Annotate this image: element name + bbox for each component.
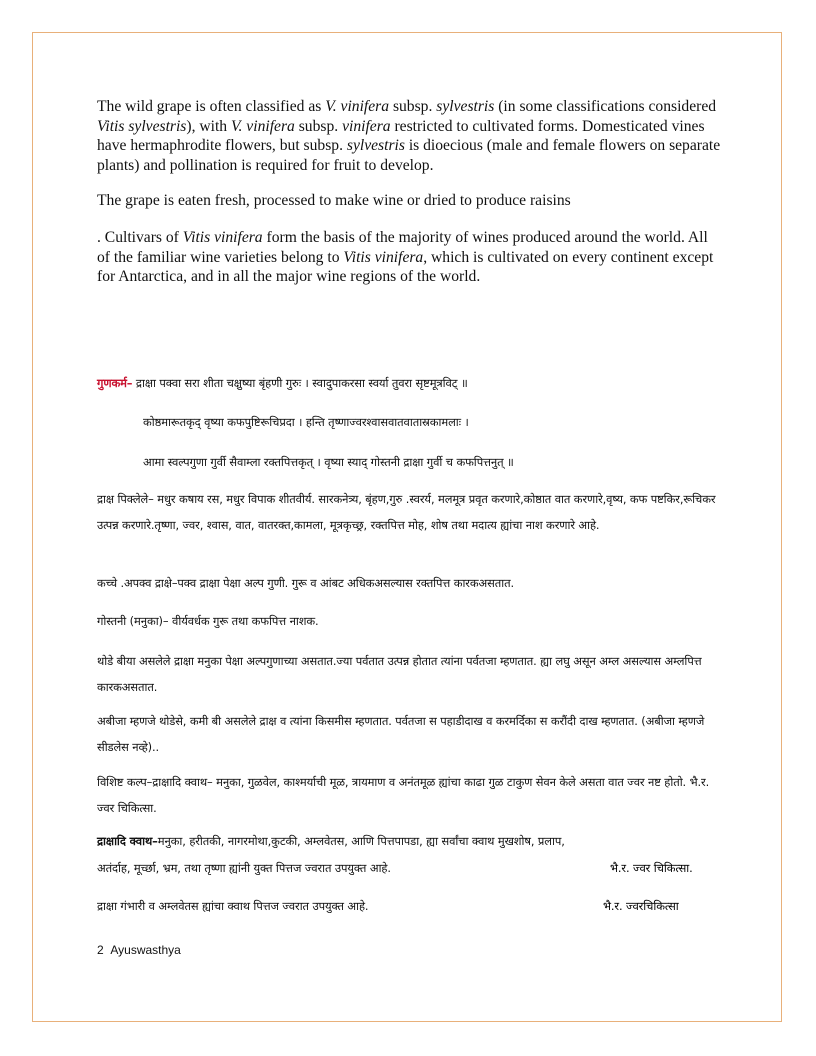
- drakshadi-kwath-label: द्राक्षादि क्वाथ–: [97, 834, 158, 848]
- page-footer: [97, 943, 181, 957]
- english-paragraph-1: The wild grape is often classified as V. vinifera subsp. sylvestris (in some classifications considered Vitis sylvestris), with V. vinifera subsp. vinifera restricted to cultivated forms. Domesticated vines have hermaphrodite flowers, but subsp. sylvestris is dioecious (male and female flowers on separate plants) and pollination is required for fruit to develop.: [97, 98, 721, 174]
- marathi-paragraph-gambhari: द्राक्षा गंभारी व अम्लवेतस ह्यांचा क्वाथ पित्तज ज्वरात उपयुक्त आहे.: [97, 899, 369, 913]
- gunakarma-verse-3: आमा स्वल्पगुणा गुर्वी सैवाम्ला रक्तपित्तकृत् । वृष्या स्याद् गोस्तनी द्राक्षा गुर्वी च कफपित्तनुत् ॥: [143, 455, 514, 469]
- footer-title: Ayuswasthya: [110, 943, 181, 957]
- english-paragraph-3: . Cultivars of Vitis vinifera form the basis of the majority of wines produced around the world. All of the familiar wine varieties belong to Vitis vinifera, which is cultivated on every continent except for Antarctica, and in all the major wine regions of the world.: [97, 229, 714, 286]
- marathi-paragraph-drakshadi-kwath: द्राक्षादि क्वाथ–मनुका, हरीतकी, नागरमोथा,कुटकी, अम्लवेतस, आणि पित्तपापडा, ह्या सर्वांचा क्वाथ मुखशोष, प्रलाप,: [97, 834, 565, 848]
- gunakarma-verse-1: गुणकर्म– द्राक्षा पक्वा सरा शीता चक्षुष्या बृंहणी गुरुः । स्वादुपाकरसा स्वर्या तुवरा सृष्टमूत्रविट् ॥: [97, 376, 468, 390]
- marathi-paragraph-drakshadi-kwath-line2: अतंर्दाह, मूर्च्छा, भ्रम, तथा तृष्णा ह्यांनी युक्त पित्तज ज्वरात उपयुक्त आहे.: [97, 861, 391, 875]
- marathi-paragraph-parvataja: थोडे बीया असलेले द्राक्षा मनुका पेक्षा अल्पगुणाच्या असतात.ज्या पर्वतात उत्पन्न होतात त्यांना पर्वतजा म्हणतात. ह्या लघु असून अम्ल असल्यास अम्लपित्त कारकअसतात.: [97, 654, 702, 694]
- marathi-paragraph-gostani: गोस्तनी (मनुका)– वीर्यवर्धक गुरू तथा कफपित्त नाशक.: [97, 614, 319, 628]
- gunakarma-verse-2: कोष्ठमारूतकृद् वृष्या कफपुष्टिरूचिप्रदा । हन्ति तृष्णाज्वरश्वासवातवातास्रकामलाः ।: [143, 415, 469, 429]
- marathi-paragraph-abija: अबीजा म्हणजे थोडेसे, कमी बी असलेले द्राक्ष व त्यांना किसमीस म्हणतात. पर्वतजा स पहाडीदाख व करमर्दिका स करौंदी दाख म्हणतात. (अबीजा म्हणजे सीडलेस नव्हे)..: [97, 714, 705, 754]
- english-paragraph-2: The grape is eaten fresh, processed to make wine or dried to produce raisins: [97, 192, 571, 209]
- marathi-paragraph-ripe-grapes: द्राक्ष पिक्लेले– मधुर कषाय रस, मधुर विपाक शीतवीर्य. सारकनेत्र्य, बृंहण,गुरु .स्वरर्य, मलमूत्र प्रवृत करणारे,कोष्ठात वात करणारे,वृष्य, कफ पष्टकिर,रूचिकर उत्पन्न करणारे.तृष्णा, ज्वर, श्वास, वात, वातरक्त,कामला, मूत्रकृच्छ्र, रक्तपित्त मोह, शोष तथा मदात्य ह्यांचा नाश करणारे आहे.: [97, 492, 716, 532]
- page-number: 2: [97, 943, 104, 957]
- gunakarma-label: गुणकर्म–: [97, 376, 133, 390]
- reference-bhaishajya-1: भै.र. ज्वर चिकित्सा.: [610, 861, 693, 875]
- marathi-paragraph-vishishta-kalpa: विशिष्ट कल्प–द्राक्षादि क्वाथ– मनुका, गुळवेल, काश्मर्याची मूळ, त्रायमाण व अनंतमूळ ह्यांचा काढा गुळ टाकुण सेवन केले असता वात ज्वर नष्ट होतो. भै.र. ज्वर चिकित्सा.: [97, 775, 710, 815]
- reference-bhaishajya-2: भै.र. ज्वरचिकित्सा: [603, 899, 679, 913]
- marathi-paragraph-unripe-grapes: कच्चे .अपक्व द्राक्षे–पक्व द्राक्षा पेक्षा अल्प गुणी. गुरू व आंबट अधिकअसल्यास रक्तपित्त कारकअसतात.: [97, 576, 514, 590]
